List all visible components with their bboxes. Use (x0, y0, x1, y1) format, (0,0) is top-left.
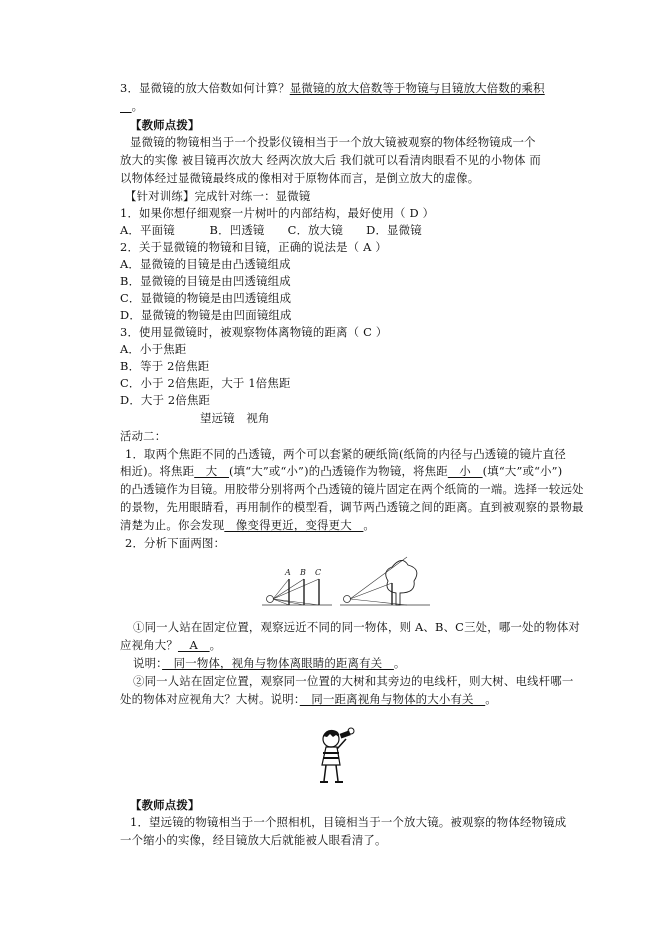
fill-blank-4: A (177, 638, 210, 652)
activity-p2: 2．分析下面两图： (125, 536, 226, 550)
fig-q1-line1: ①同一人站在固定位置，观察远近不同的同一物体，则 A、B、C三处，哪一处的物体对 (133, 620, 580, 634)
tree-icon (386, 560, 417, 605)
tip2-line-2: 一个缩小的实像，经目镜放大后就能被人眼看清了。 (120, 833, 387, 847)
fill-blank-5: 同一物体，视角与物体离眼睛的距离有关 (162, 656, 394, 670)
activity-label: 活动二： (120, 429, 167, 443)
practice-item: A．小于焦距 (120, 342, 187, 356)
label-a: A (285, 568, 291, 577)
tip-line-2: 放大的实像 被目镜再次放大 经两次放大后 我们就可以看清肉眼看不见的小物体 而 (120, 153, 541, 167)
q3-line-2 (120, 98, 143, 114)
text-span: 。 (485, 692, 497, 706)
fill-blank-2: 小 (447, 464, 483, 478)
tip-line-1: 显微镜的物镜相当于一个投影仪镜相当于一个放大镜被观察的物体经物镜成一个 (130, 135, 536, 149)
teacher-tip-title: 【教师点拨】 (130, 118, 200, 132)
practice-item: C．显微镜的物镜是由凹透镜组成 (120, 291, 292, 305)
figure-size (340, 557, 430, 605)
eye-icon (267, 596, 274, 603)
tip-line-3: 以物体经过显微镜最终成的像相对于原物体而言，是倒立放大的虚像。 (120, 171, 480, 185)
practice-item: C．小于 2倍焦距，大于 1倍焦距 (120, 376, 291, 390)
practice-item: B．显微镜的目镜是由凹透镜组成 (120, 274, 291, 288)
teacher-tip-title-2: 【教师点拨】 (130, 798, 200, 812)
q3-line (120, 80, 545, 96)
text-span: 。 (363, 518, 376, 532)
text-span: 清楚为止。你会发现 (120, 518, 225, 532)
fill-blank-1: 大 (194, 464, 229, 478)
practice-title: 【针对训练】完成针对练一：显微镜 (125, 189, 311, 203)
q3-answer-tail: 。 (131, 99, 144, 113)
fill-blank-6: 同一距离视角与物体的大小有关 (299, 692, 486, 706)
practice-item: A．显微镜的目镜是由凸透镜组成 (120, 257, 291, 271)
figure-distance (262, 568, 332, 605)
activity-p1-line4: 的景物，先用眼睛看，再用制作的模型看，调节两凸透镜之间的距离。直到被观察的景物最 (120, 500, 584, 514)
practice-item: 2．关于显微镜的物镜和目镜，正确的说法是（ A ） (120, 240, 387, 254)
text-span: (填“大”或“小”)的凸透镜作为物镜，将焦距 (228, 464, 448, 478)
practice-item: B．等于 2倍焦距 (120, 359, 210, 373)
section-heading: 望远镜 视角 (200, 411, 270, 425)
q3-answer-blank: 显微镜的放大倍数等于物镜与目镜放大倍数的乘积 (289, 81, 545, 95)
fill-blank-3: 像变得更近，变得更大 (224, 518, 364, 532)
fig-q1-line2 (120, 637, 221, 653)
activity-p1-line1: 1．取两个焦距不同的凸透镜，两个可以套紧的硬纸筒(纸筒的内径与凸透镜的镜片直径 (125, 447, 566, 461)
label-b: B (300, 568, 306, 577)
text-span: 应视角大？ (120, 638, 178, 652)
practice-item: 3．使用显微镜时，被观察物体离物镜的距离（ C ） (120, 325, 388, 339)
visual-angle-figures (262, 553, 432, 615)
text-span: 。 (209, 638, 222, 652)
text-span: (填“大”或“小”) (482, 464, 563, 478)
fig-q1-explain (133, 655, 406, 671)
practice-item: 1．如果你想仔细观察一片树叶的内部结构，最好使用（ D ） (120, 206, 435, 220)
activity-p1-line2 (120, 463, 562, 479)
text-span: 。 (393, 656, 406, 670)
text-span: 说明： (133, 656, 163, 670)
practice-item: A．平面镜 B．凹透镜 C．放大镜 D．显微镜 (120, 223, 422, 237)
eye-icon (344, 596, 351, 603)
activity-p1-line3: 的凸透镜作为目镜。用胶带分别将两个凸透镜的镜片固定在两个纸筒的一端。选择一较远处 (120, 482, 584, 496)
q3-answer-tail-blank (120, 99, 132, 113)
activity-p1-line5 (120, 517, 375, 533)
practice-item: D．大于 2倍焦距 (120, 393, 211, 407)
text-span: 相近)。将焦距 (120, 464, 195, 478)
practice-item: D．显微镜的物镜是由凹面镜组成 (120, 308, 292, 322)
text-span: 处的物体对应视角大？大树。说明： (120, 692, 300, 706)
label-c: C (315, 568, 322, 577)
person-with-telescope-illustration (316, 727, 362, 783)
tip2-line-1: 1．望远镜的物镜相当于一个照相机，目镜相当于一个放大镜。被观察的物体经物镜成 (130, 815, 567, 829)
q3-prefix: 3．显微镜的放大倍数如何计算？ (120, 81, 290, 95)
fig-q2-line1: ②同一人站在固定位置，观察同一位置的大树和其旁边的电线杆，则大树、电线杆哪一 (133, 674, 574, 688)
fig-q2-line2 (120, 691, 497, 707)
